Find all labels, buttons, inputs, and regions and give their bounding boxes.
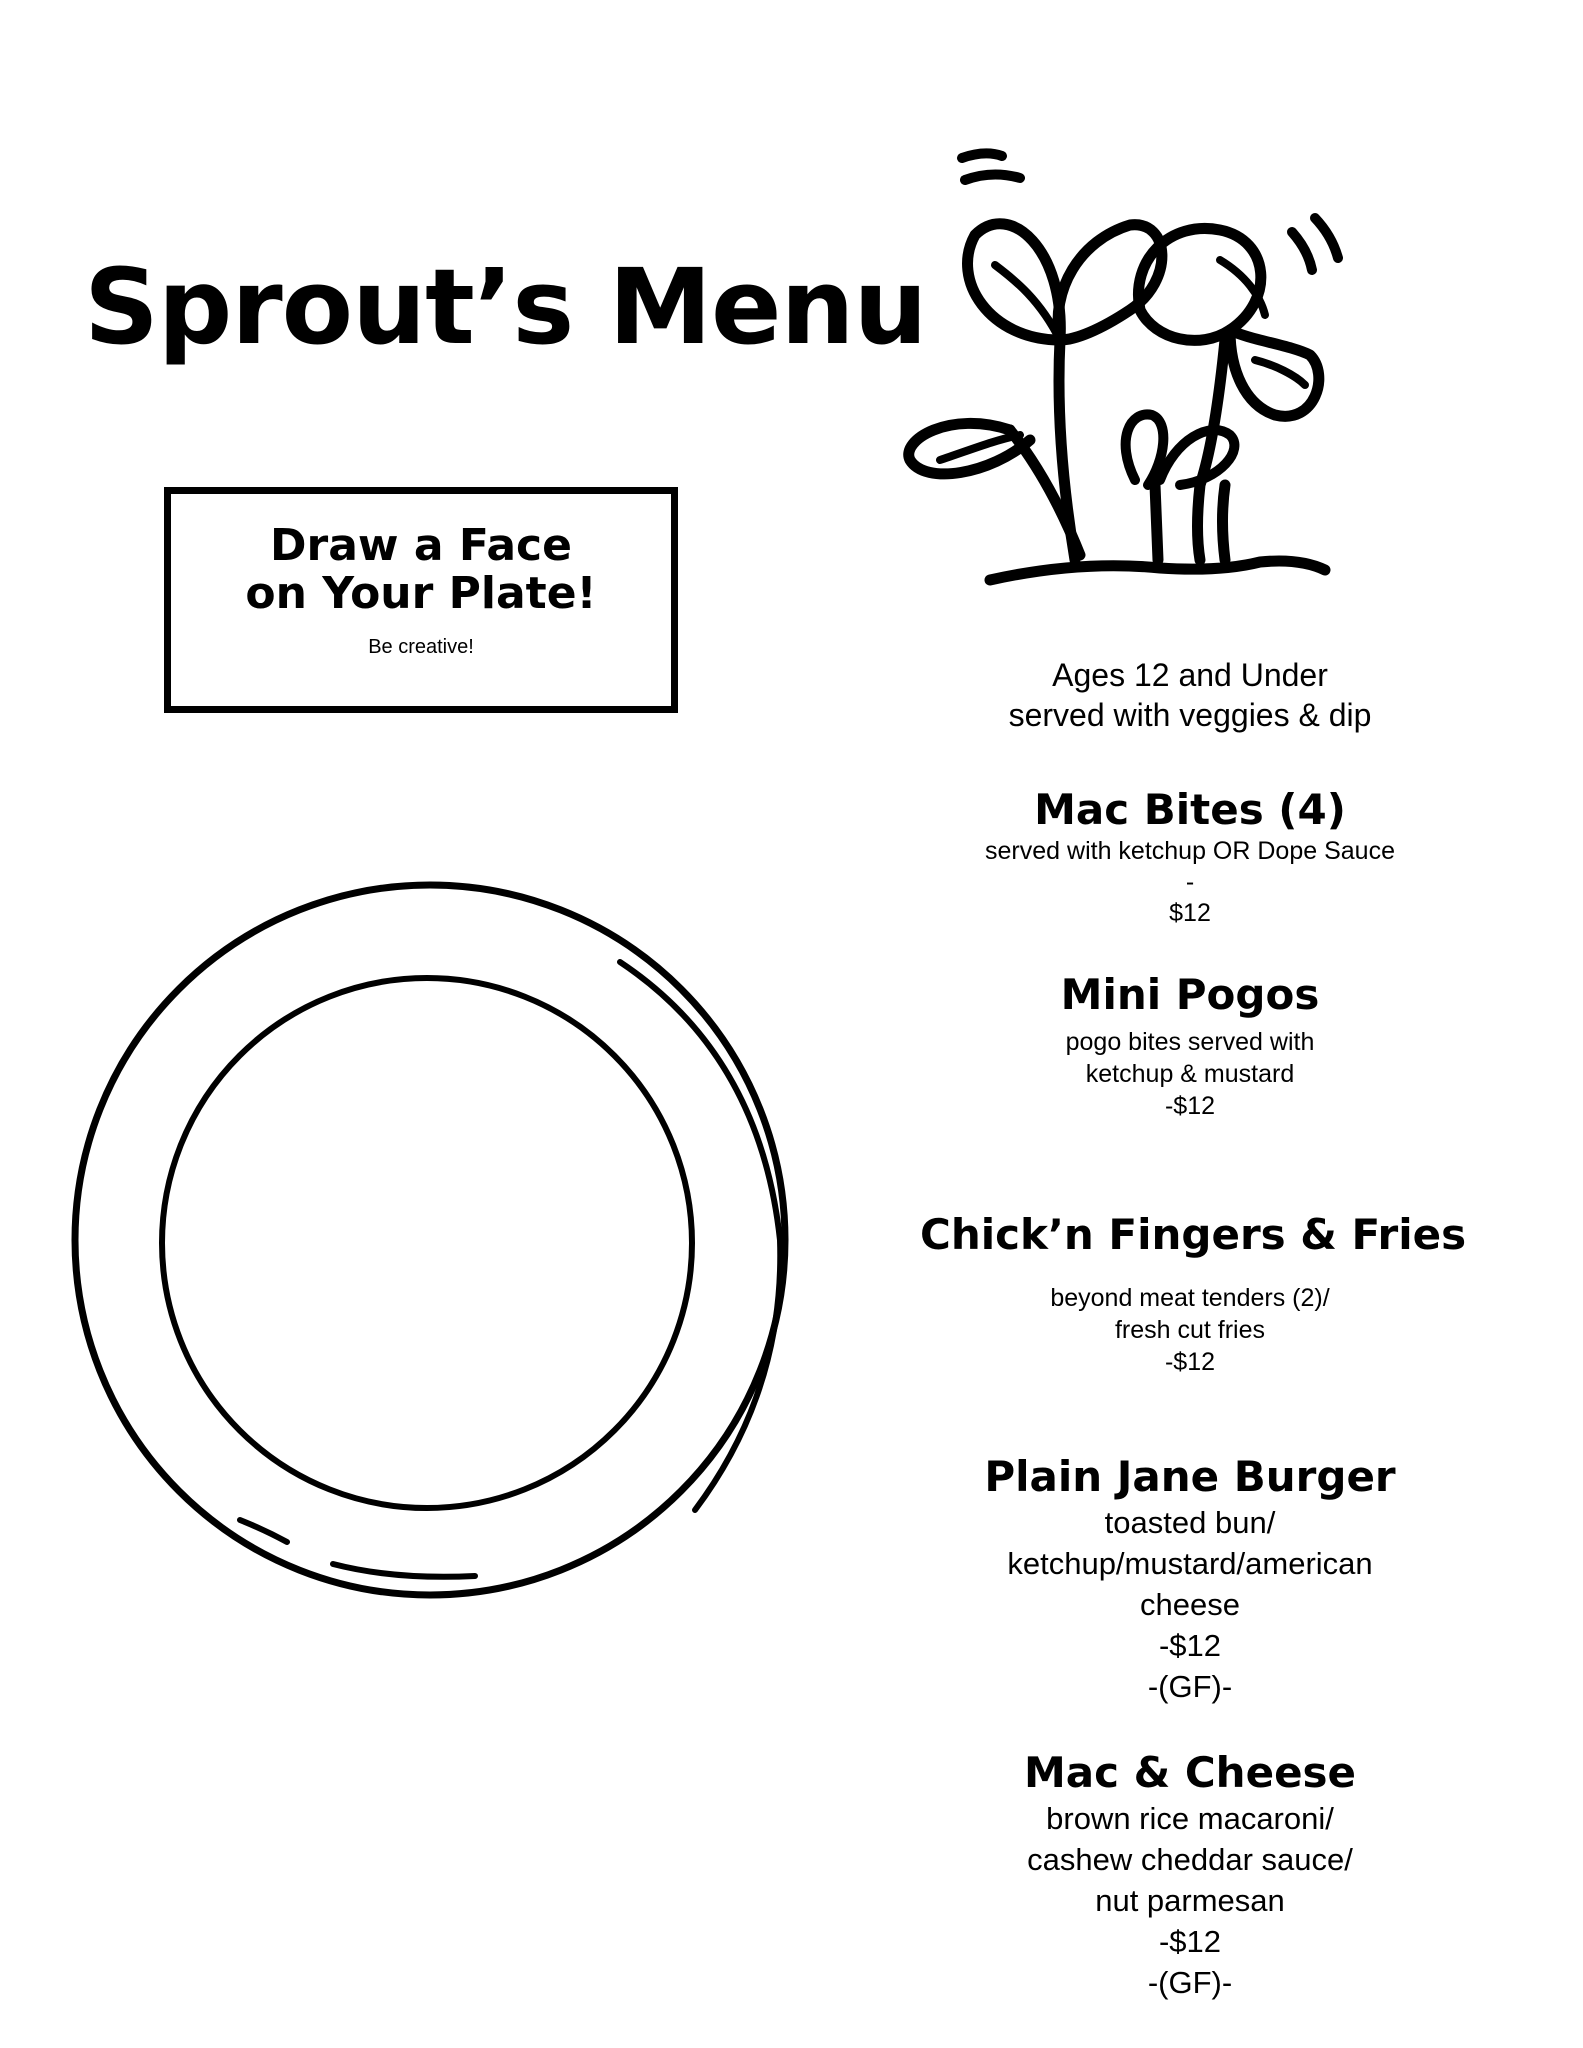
menu-title: Sprout’s Menu: [84, 246, 927, 368]
menu-item-name: Chick’n Fingers & Fries: [920, 1210, 1467, 1259]
menu-item-chickn-fingers: [920, 1210, 1467, 1378]
menu-item-desc: pogo bites served with: [1065, 1028, 1315, 1056]
plate-icon: [55, 870, 815, 1610]
menu-intro: [920, 655, 1460, 735]
draw-face-box: [164, 487, 678, 713]
menu-item-price: -$12: [1158, 1628, 1222, 1663]
draw-face-heading-line2: on Your Plate!: [245, 568, 597, 619]
menu-item-price: -$12: [1164, 1348, 1216, 1376]
menu-item-desc: brown rice macaroni/: [1046, 1801, 1334, 1836]
menu-item-price: $12: [1169, 899, 1211, 927]
menu-item-gf-note: -(GF)-: [1147, 1965, 1233, 2000]
menu-item-desc: cashew cheddar sauce/: [1027, 1842, 1353, 1877]
menu-item-desc: served with ketchup OR Dope Sauce: [985, 837, 1395, 865]
menu-item-desc: toasted bun/: [1104, 1505, 1276, 1540]
menu-item-desc: beyond meat tenders (2)/: [1050, 1284, 1330, 1312]
menu-intro-line2: served with veggies & dip: [1008, 697, 1372, 733]
menu-intro-line1: Ages 12 and Under: [1052, 657, 1328, 693]
menu-item-separator: -: [1185, 868, 1195, 896]
menu-item-mini-pogos: [920, 970, 1460, 1122]
draw-face-heading: [171, 522, 671, 618]
menu-item-price: -$12: [1158, 1924, 1222, 1959]
menu-item-price: -$12: [1164, 1092, 1216, 1120]
menu-item-desc: fresh cut fries: [1114, 1316, 1266, 1344]
menu-item-name: Mac & Cheese: [1023, 1748, 1357, 1797]
menu-item-mac-bites: [920, 785, 1460, 929]
menu-item-gf-note: -(GF)-: [1147, 1669, 1233, 1704]
menu-item-name: Mini Pogos: [1060, 970, 1320, 1019]
menu-item-name: Plain Jane Burger: [984, 1452, 1396, 1501]
menu-item-desc: ketchup & mustard: [1085, 1060, 1295, 1088]
menu-item-mac-and-cheese: [920, 1748, 1460, 2003]
sprouts-icon: [880, 140, 1480, 610]
menu-item-desc: nut parmesan: [1095, 1883, 1285, 1918]
menu-item-plain-jane-burger: [920, 1452, 1460, 1707]
menu-item-name: Mac Bites (4): [1034, 785, 1346, 834]
menu-item-desc: cheese: [1140, 1587, 1240, 1622]
draw-face-heading-line1: Draw a Face: [270, 520, 572, 571]
draw-face-subtext: Be creative!: [368, 636, 474, 658]
menu-item-desc: ketchup/mustard/american: [1007, 1546, 1373, 1581]
